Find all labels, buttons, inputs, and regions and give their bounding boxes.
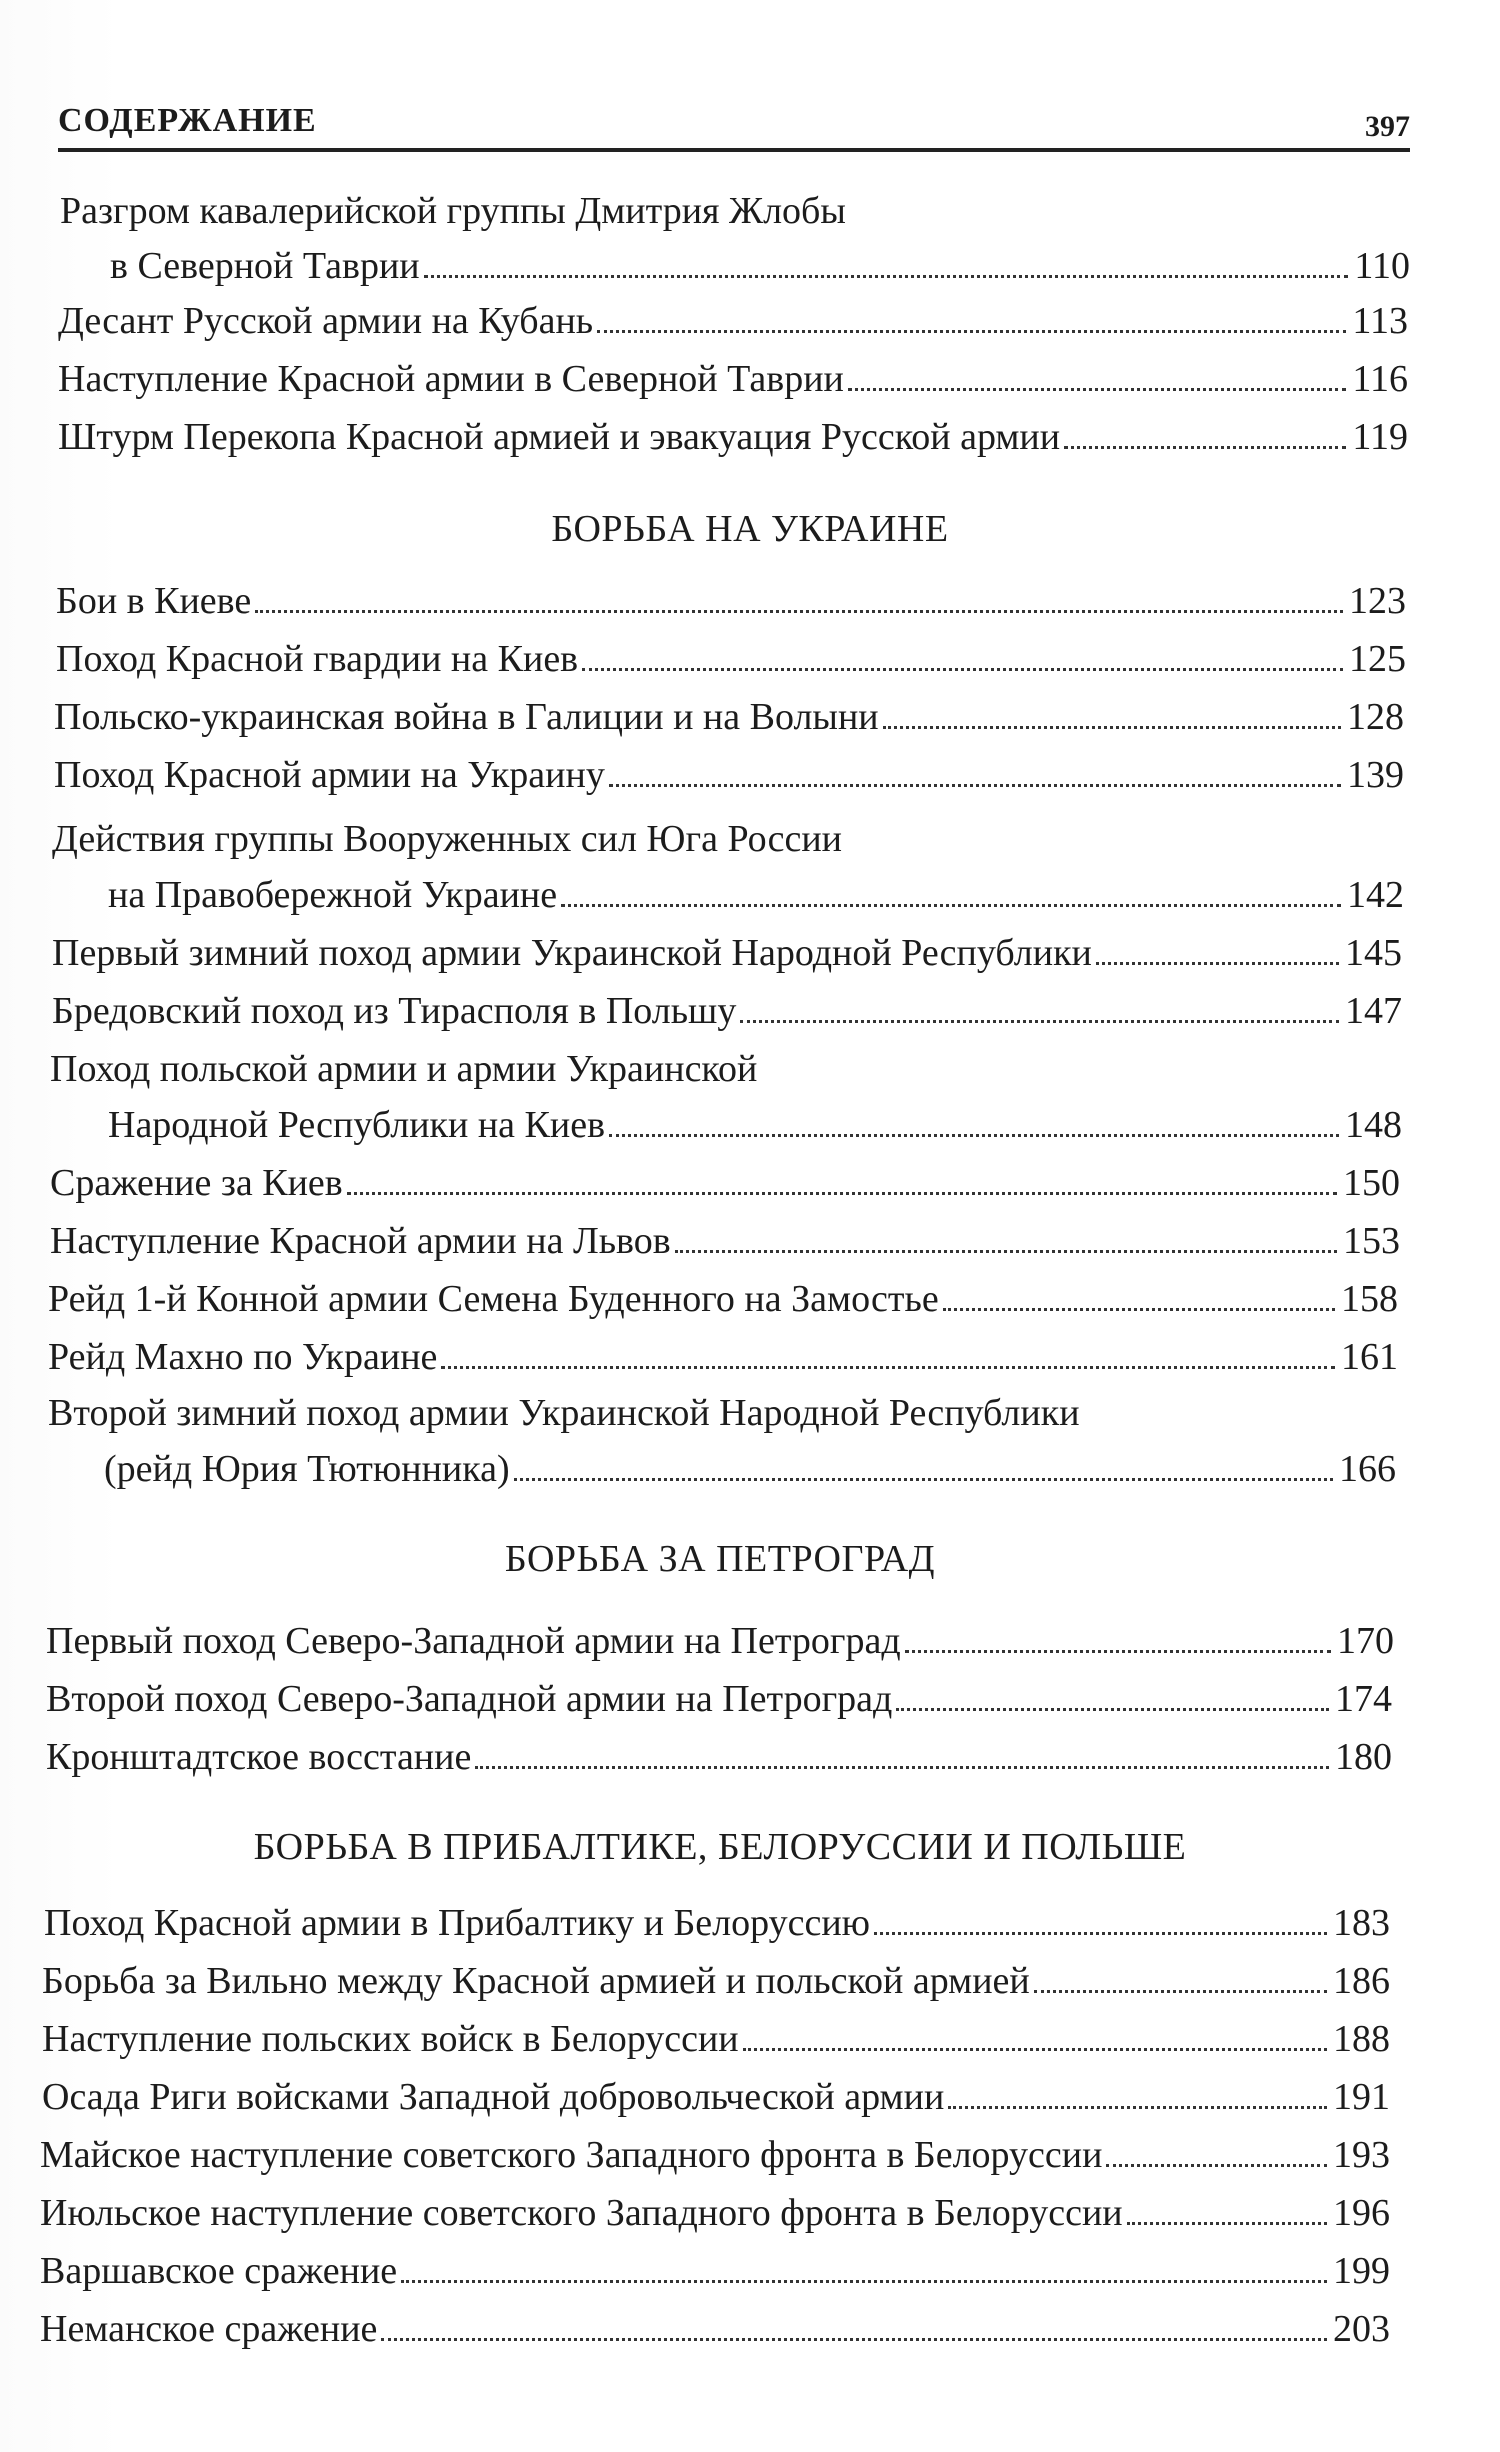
dot-leader <box>424 274 1349 278</box>
toc-entry-page: 148 <box>1345 1104 1402 1146</box>
dot-leader <box>561 903 1341 907</box>
toc-entry <box>40 2248 1390 2294</box>
toc-entry-page: 196 <box>1333 2192 1390 2234</box>
toc-entry-title: Поход Красной армии на Украину <box>54 754 605 796</box>
dot-leader <box>1127 2221 1327 2225</box>
toc-entry-title: Польско-украинская война в Галиции и на Волыни <box>54 696 879 738</box>
toc-entry-page: 150 <box>1343 1162 1400 1204</box>
dot-leader <box>948 2105 1327 2109</box>
section-heading: БОРЬБА ЗА ПЕТРОГРАД <box>504 1538 936 1580</box>
toc-entry-title: (рейд Юрия Тютюнника) <box>104 1448 510 1490</box>
toc-entry-title: Наступление Красной армии в Северной Таврии <box>58 358 844 400</box>
dot-leader <box>441 1365 1335 1369</box>
toc-entry <box>42 2016 1390 2062</box>
toc-entry-title: Первый зимний поход армии Украинской Народной Республики <box>52 932 1092 974</box>
toc-entry-title: Второй поход Северо-Западной армии на Петроград <box>46 1678 893 1720</box>
toc-entry-page: 125 <box>1349 638 1406 680</box>
toc-entry <box>46 1676 1392 1722</box>
toc-entry <box>58 356 1408 402</box>
toc-entry-page: 180 <box>1335 1736 1392 1778</box>
toc-entry <box>50 1218 1400 1264</box>
dot-leader <box>1106 2163 1327 2167</box>
dot-leader <box>401 2279 1327 2283</box>
dot-leader <box>347 1191 1337 1195</box>
dot-leader <box>874 1931 1327 1935</box>
toc-entry-page: 199 <box>1333 2250 1390 2292</box>
toc-entry-page: 170 <box>1337 1620 1394 1662</box>
toc-entry <box>46 1618 1394 1664</box>
toc-entry-title: Бои в Киеве <box>56 580 252 622</box>
toc-entry <box>48 1334 1398 1380</box>
toc-entry-page: 191 <box>1333 2076 1390 2118</box>
toc-entry-title: Первый поход Северо-Западной армии на Петроград <box>46 1620 901 1662</box>
dot-leader <box>514 1477 1333 1481</box>
dot-leader <box>1096 961 1339 965</box>
toc-entry-title: в Северной Таврии <box>110 245 420 287</box>
dot-leader <box>848 387 1347 391</box>
toc-entry <box>48 1276 1398 1322</box>
toc-entry-title: Майское наступление советского Западного фронта в Белоруссии <box>40 2134 1103 2176</box>
dot-leader <box>743 2047 1327 2051</box>
page-number: 397 <box>1365 110 1410 143</box>
toc-entry <box>40 2190 1390 2236</box>
toc-entry <box>42 1958 1390 2004</box>
dot-leader <box>943 1307 1335 1311</box>
toc-entry-page: 113 <box>1352 300 1408 342</box>
toc-entry-page: 193 <box>1333 2134 1390 2176</box>
dot-leader <box>740 1019 1339 1023</box>
toc-entry-title: Борьба за Вильно между Красной армией и польской армией <box>42 1960 1030 2002</box>
toc-entry-title: Варшавское сражение <box>40 2250 398 2292</box>
toc-entry-title: Рейд Махно по Украине <box>48 1336 438 1378</box>
toc-entry-title: Неманское сражение <box>40 2308 378 2350</box>
toc-entry <box>110 243 1410 289</box>
toc-entry-title: Бредовский поход из Тирасполя в Польшу <box>52 990 737 1032</box>
toc-entry <box>46 1734 1392 1780</box>
toc-entry-first-line: Действия группы Вооруженных сил Юга России <box>52 818 842 860</box>
dot-leader <box>609 783 1341 787</box>
dot-leader <box>255 609 1343 613</box>
toc-entry-first-line: Поход польской армии и армии Украинской <box>50 1048 758 1090</box>
toc-entry-page: 153 <box>1343 1220 1400 1262</box>
toc-entry-title: Поход Красной гвардии на Киев <box>56 638 579 680</box>
toc-entry-page: 119 <box>1352 416 1408 458</box>
dot-leader <box>381 2337 1327 2341</box>
toc-entry-page: 142 <box>1347 874 1404 916</box>
toc-entry-page: 128 <box>1347 696 1404 738</box>
dot-leader <box>883 725 1341 729</box>
toc-entry-page: 188 <box>1333 2018 1390 2060</box>
toc-entry-title: Июльское наступление советского Западного фронта в Белоруссии <box>40 2192 1123 2234</box>
dot-leader <box>896 1707 1329 1711</box>
toc-entry <box>104 1446 1396 1492</box>
toc-entry <box>52 930 1402 976</box>
toc-entry <box>56 578 1406 624</box>
toc-entry-page: 203 <box>1333 2308 1390 2350</box>
dot-leader <box>675 1249 1337 1253</box>
toc-entry-title: Штурм Перекопа Красной армией и эвакуация Русской армии <box>58 416 1061 458</box>
toc-entry-page: 145 <box>1345 932 1402 974</box>
toc-entry-page: 174 <box>1335 1678 1392 1720</box>
toc-entry-title: Рейд 1-й Конной армии Семена Буденного на Замостье <box>48 1278 939 1320</box>
toc-entry <box>54 752 1404 798</box>
toc-entry-page: 123 <box>1349 580 1406 622</box>
toc-entry <box>42 2074 1390 2120</box>
section-heading: БОРЬБА НА УКРАИНЕ <box>551 508 949 550</box>
toc-entry <box>56 636 1406 682</box>
dot-leader <box>609 1133 1339 1137</box>
toc-entry-title: Наступление польских войск в Белоруссии <box>42 2018 739 2060</box>
toc-entry <box>54 694 1404 740</box>
dot-leader <box>475 1765 1329 1769</box>
section-heading: БОРЬБА В ПРИБАЛТИКЕ, БЕЛОРУССИИ И ПОЛЬШЕ <box>253 1826 1187 1868</box>
toc-entry-title: Поход Красной армии в Прибалтику и Белоруссию <box>44 1902 871 1944</box>
toc-entry <box>108 872 1404 918</box>
toc-entry <box>44 1900 1390 1946</box>
toc-entry-page: 183 <box>1333 1902 1390 1944</box>
toc-entry <box>40 2306 1390 2352</box>
toc-entry-title: Наступление Красной армии на Львов <box>50 1220 671 1262</box>
toc-entry-page: 139 <box>1347 754 1404 796</box>
toc-entry <box>50 1160 1400 1206</box>
toc-entry-page: 116 <box>1352 358 1408 400</box>
toc-entry-first-line: Разгром кавалерийской группы Дмитрия Жлобы <box>60 190 846 232</box>
toc-entry-title: Осада Риги войсками Западной добровольческой армии <box>42 2076 945 2118</box>
toc-entry-first-line: Второй зимний поход армии Украинской Народной Республики <box>48 1392 1080 1434</box>
toc-entry-title: Десант Русской армии на Кубань <box>58 300 594 342</box>
toc-entry-title: Сражение за Киев <box>50 1162 343 1204</box>
toc-entry <box>58 298 1408 344</box>
toc-entry-page: 161 <box>1341 1336 1398 1378</box>
toc-entry <box>40 2132 1390 2178</box>
dot-leader <box>1064 445 1346 449</box>
running-head-title: СОДЕРЖАНИЕ <box>58 102 317 139</box>
toc-entry-title: Народной Республики на Киев <box>108 1104 606 1146</box>
toc-entry <box>108 1102 1402 1148</box>
dot-leader <box>905 1649 1331 1653</box>
toc-entry-page: 186 <box>1333 1960 1390 2002</box>
toc-entry-title: Кронштадтское восстание <box>46 1736 472 1778</box>
toc-entry <box>58 414 1408 460</box>
toc-entry-page: 166 <box>1339 1448 1396 1490</box>
dot-leader <box>1034 1989 1327 1993</box>
toc-entry-page: 147 <box>1345 990 1402 1032</box>
dot-leader <box>582 667 1343 671</box>
toc-entry-page: 158 <box>1341 1278 1398 1320</box>
toc-entry-title: на Правобережной Украине <box>108 874 558 916</box>
toc-entry-page: 110 <box>1354 245 1410 287</box>
dot-leader <box>597 329 1346 333</box>
toc-entry <box>52 988 1402 1034</box>
